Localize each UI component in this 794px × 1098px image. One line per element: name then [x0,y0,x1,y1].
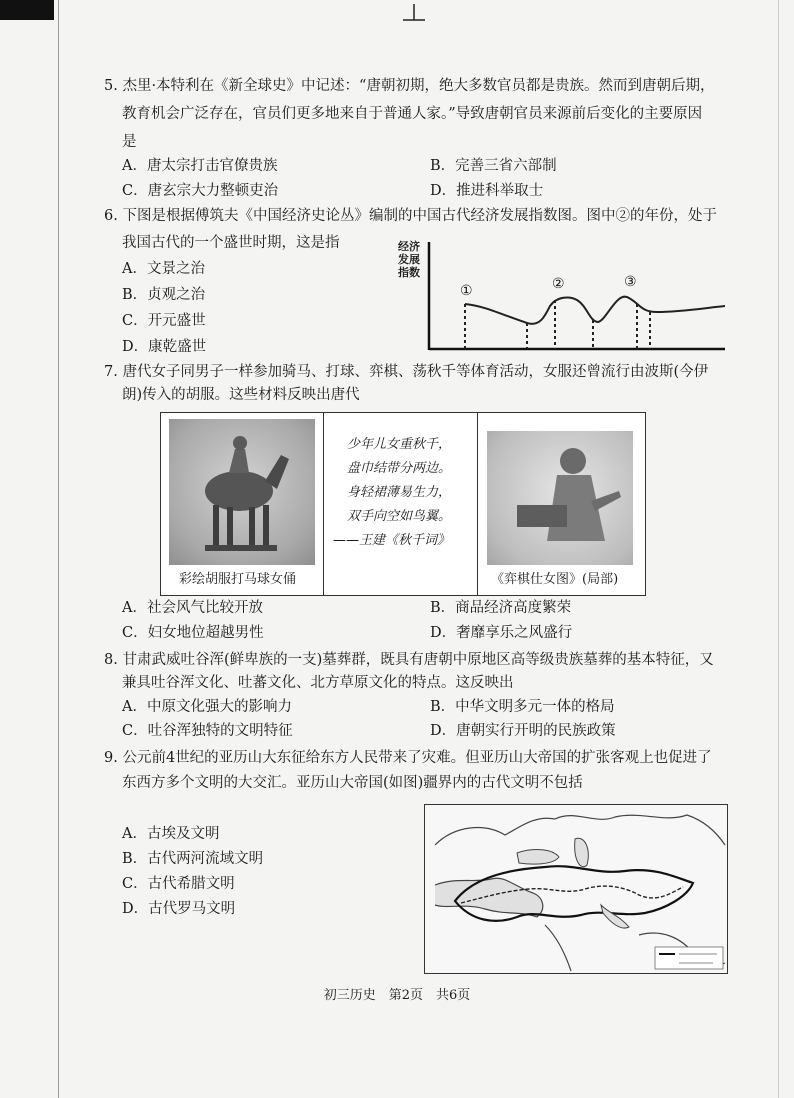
option-c[interactable]: C．唐玄宗大力整顿吏治 [122,183,279,199]
red-sea [545,925,571,971]
black-sea [517,850,559,865]
binding-mark [400,4,428,24]
poem-author: ——王建《秋千词》 [333,533,451,548]
option-a[interactable]: A．文景之治 [122,261,205,277]
map-legend [655,947,723,969]
page-footer: 初三历史 第2页 共6页 [323,988,471,1003]
horse-figurine-image [169,419,315,565]
chart-marker-1: ① [460,283,473,299]
scan-edge-line-right [778,0,779,1098]
option-b[interactable]: B．古代两河流域文明 [122,851,264,867]
poem-line: 身轻裙薄易生力， [347,485,452,500]
question-text-line: 8. 甘肃武威吐谷浑(鲜卑族的一支)墓葬群，既具有唐朝中原地区高等级贵族墓葬的基本特征，又 [104,652,714,668]
option-b[interactable]: B．中华文明多元一体的格局 [430,699,615,715]
option-a[interactable]: A．古埃及文明 [122,826,220,842]
option-a[interactable]: A．社会风气比较开放 [122,600,263,616]
persian-gulf [601,905,629,928]
chart-marker-2: ② [552,276,565,292]
poem-line: 少年儿女重秋千， [347,437,452,452]
question-text-line: 是 [122,134,137,150]
scan-corner-mark [0,0,54,20]
question-text-line: 7. 唐代女子同男子一样参加骑马、打球、弈棋、荡秋千等体育活动，女服还曾流行由波斯(今伊 [104,364,709,380]
option-d[interactable]: D．推进科举取士 [430,183,544,199]
question-text-line: 5. 杰里·本特利在《新全球史》中记述：“唐朝初期，绝大多数官员都是贵族。然而到唐朝后期， [104,78,715,94]
option-b[interactable]: B．完善三省六部制 [430,158,557,174]
option-a[interactable]: A．中原文化强大的影响力 [122,699,292,715]
figure-divider [477,413,478,595]
option-c[interactable]: C．吐谷浑独特的文明特征 [122,723,293,739]
question-text-line: 6. 下图是根据傅筑夫《中国经济史论丛》编制的中国古代经济发展指数图。图中②的年份，处于 [104,208,717,224]
mediterranean [435,878,543,917]
chart-y-label: 经济 发展 指数 [398,240,420,279]
chart-marker-3: ③ [624,274,637,290]
question-text-line: 朗)传入的胡服。这些材料反映出唐代 [122,387,360,403]
figure-box [160,412,646,596]
option-d[interactable]: D．奢靡享乐之风盛行 [430,625,573,641]
option-a[interactable]: A．唐太宗打击官僚贵族 [122,158,278,174]
poem-line: 双手向空如鸟翼。 [347,509,452,524]
option-c[interactable]: C．妇女地位超越男性 [122,625,264,641]
figure-divider [323,413,324,595]
chess-lady-painting [487,431,633,565]
option-d[interactable]: D．唐朝实行开明的民族政策 [430,723,616,739]
question-text-line: 教育机会广泛存在，官员们更多地来自于普通人家。”导致唐朝官员来源前后变化的主要原因 [122,106,703,122]
option-c[interactable]: C．开元盛世 [122,313,206,329]
option-b[interactable]: B．贞观之治 [122,287,206,303]
lady-image [487,431,633,565]
question-text-line: 东西方多个文明的大交汇。亚历山大帝国(如图)疆界内的古代文明不包括 [122,775,583,791]
option-d[interactable]: D．康乾盛世 [122,339,207,355]
question-text-line: 9. 公元前4世纪的亚历山大东征给东方人民带来了灾难。但亚历山大帝国的扩张客观上也促进了 [104,750,712,766]
map-drawing [425,805,727,973]
option-b[interactable]: B．商品经济高度繁荣 [430,600,572,616]
polo-figurine-photo [169,419,315,565]
poem-line: 盘巾结带分两边。 [347,461,452,476]
scan-edge-line [58,0,59,1098]
caspian-sea [575,838,589,866]
option-d[interactable]: D．古代罗马文明 [122,901,236,917]
index-curve [465,297,725,324]
alexander-empire-map [424,804,728,974]
question-text-line: 兼具吐谷浑文化、吐蕃文化、北方草原文化的特点。这反映出 [122,675,514,691]
option-c[interactable]: C．古代希腊文明 [122,876,235,892]
right-caption: 《弈棋仕女图》(局部) [491,572,619,587]
question-text-line: 我国古代的一个盛世时期，这是指 [122,235,340,251]
left-caption: 彩绘胡服打马球女俑 [179,572,297,587]
